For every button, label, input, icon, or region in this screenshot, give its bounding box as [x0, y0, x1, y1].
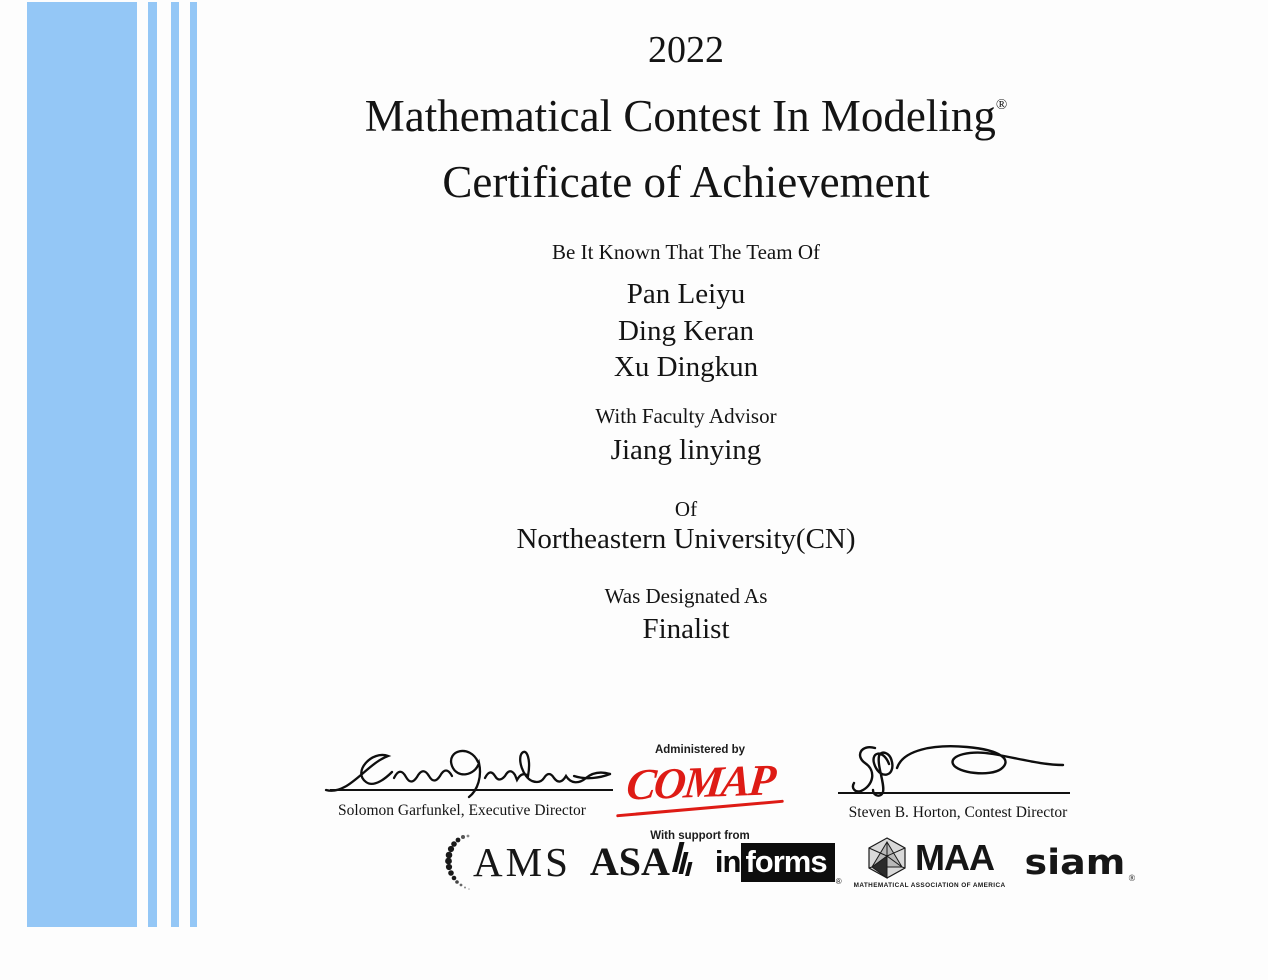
- support-from-label: With support from: [650, 830, 750, 842]
- designation-value: Finalist: [642, 613, 730, 645]
- advisor-name: Jiang linying: [610, 434, 762, 466]
- ams-dot-arc-icon: [444, 833, 471, 891]
- signature-line-left: [330, 789, 613, 791]
- institution-name: Northeastern University(CN): [516, 523, 856, 555]
- team-member-name: Pan Leiyu: [626, 278, 746, 310]
- maa-logo-top: [865, 836, 994, 880]
- maa-icosahedron-icon: [865, 836, 909, 880]
- designation-intro-label: Was Designated As: [604, 584, 768, 608]
- informs-logo-prefix: in: [714, 844, 741, 879]
- team-intro-label: Be It Known That The Team Of: [552, 240, 820, 264]
- informs-registered-mark: ®: [835, 876, 842, 886]
- contest-director-caption: Steven B. Horton, Contest Director: [848, 804, 1068, 821]
- certificate-subtitle: Certificate of Achievement: [442, 157, 930, 207]
- siam-logo-text: siam: [1024, 841, 1126, 883]
- certificate-title-text: Mathematical Contest In Modeling: [364, 91, 996, 141]
- signature-line-right: [838, 792, 1070, 794]
- registered-mark: ®: [995, 97, 1008, 113]
- team-member-name: Ding Keran: [617, 315, 755, 347]
- executive-director-caption: Solomon Garfunkel, Executive Director: [338, 802, 586, 819]
- of-label: Of: [674, 497, 698, 521]
- administration-block: [598, 744, 802, 842]
- asa-logo: [590, 840, 696, 884]
- maa-logo-text: MAA: [915, 836, 995, 878]
- informs-logo: [714, 843, 842, 886]
- ams-logo: [444, 833, 571, 891]
- asa-logo-text: ASA: [589, 839, 670, 884]
- certificate-title: [104, 90, 1268, 142]
- ams-logo-text: AMS: [473, 838, 571, 885]
- siam-logo: [1024, 841, 1136, 883]
- certificate-year: 2022: [648, 29, 724, 71]
- maa-logo-subtitle: MATHEMATICAL ASSOCIATION OF AMERICA: [853, 881, 1006, 889]
- administered-by-label: Administered by: [654, 744, 746, 756]
- contest-director-signature: [845, 740, 1073, 798]
- maa-logo: [854, 836, 1006, 889]
- sponsor-logos-row: [444, 832, 1136, 892]
- advisor-intro-label: With Faculty Advisor: [595, 404, 777, 428]
- comap-logo-text: COMAP: [623, 755, 777, 810]
- siam-registered-mark: ®: [1128, 873, 1136, 883]
- comap-logo: [598, 755, 802, 816]
- team-member-name: Xu Dingkun: [613, 351, 759, 383]
- asa-bars-icon: [670, 840, 696, 884]
- informs-logo-box: forms: [741, 843, 834, 882]
